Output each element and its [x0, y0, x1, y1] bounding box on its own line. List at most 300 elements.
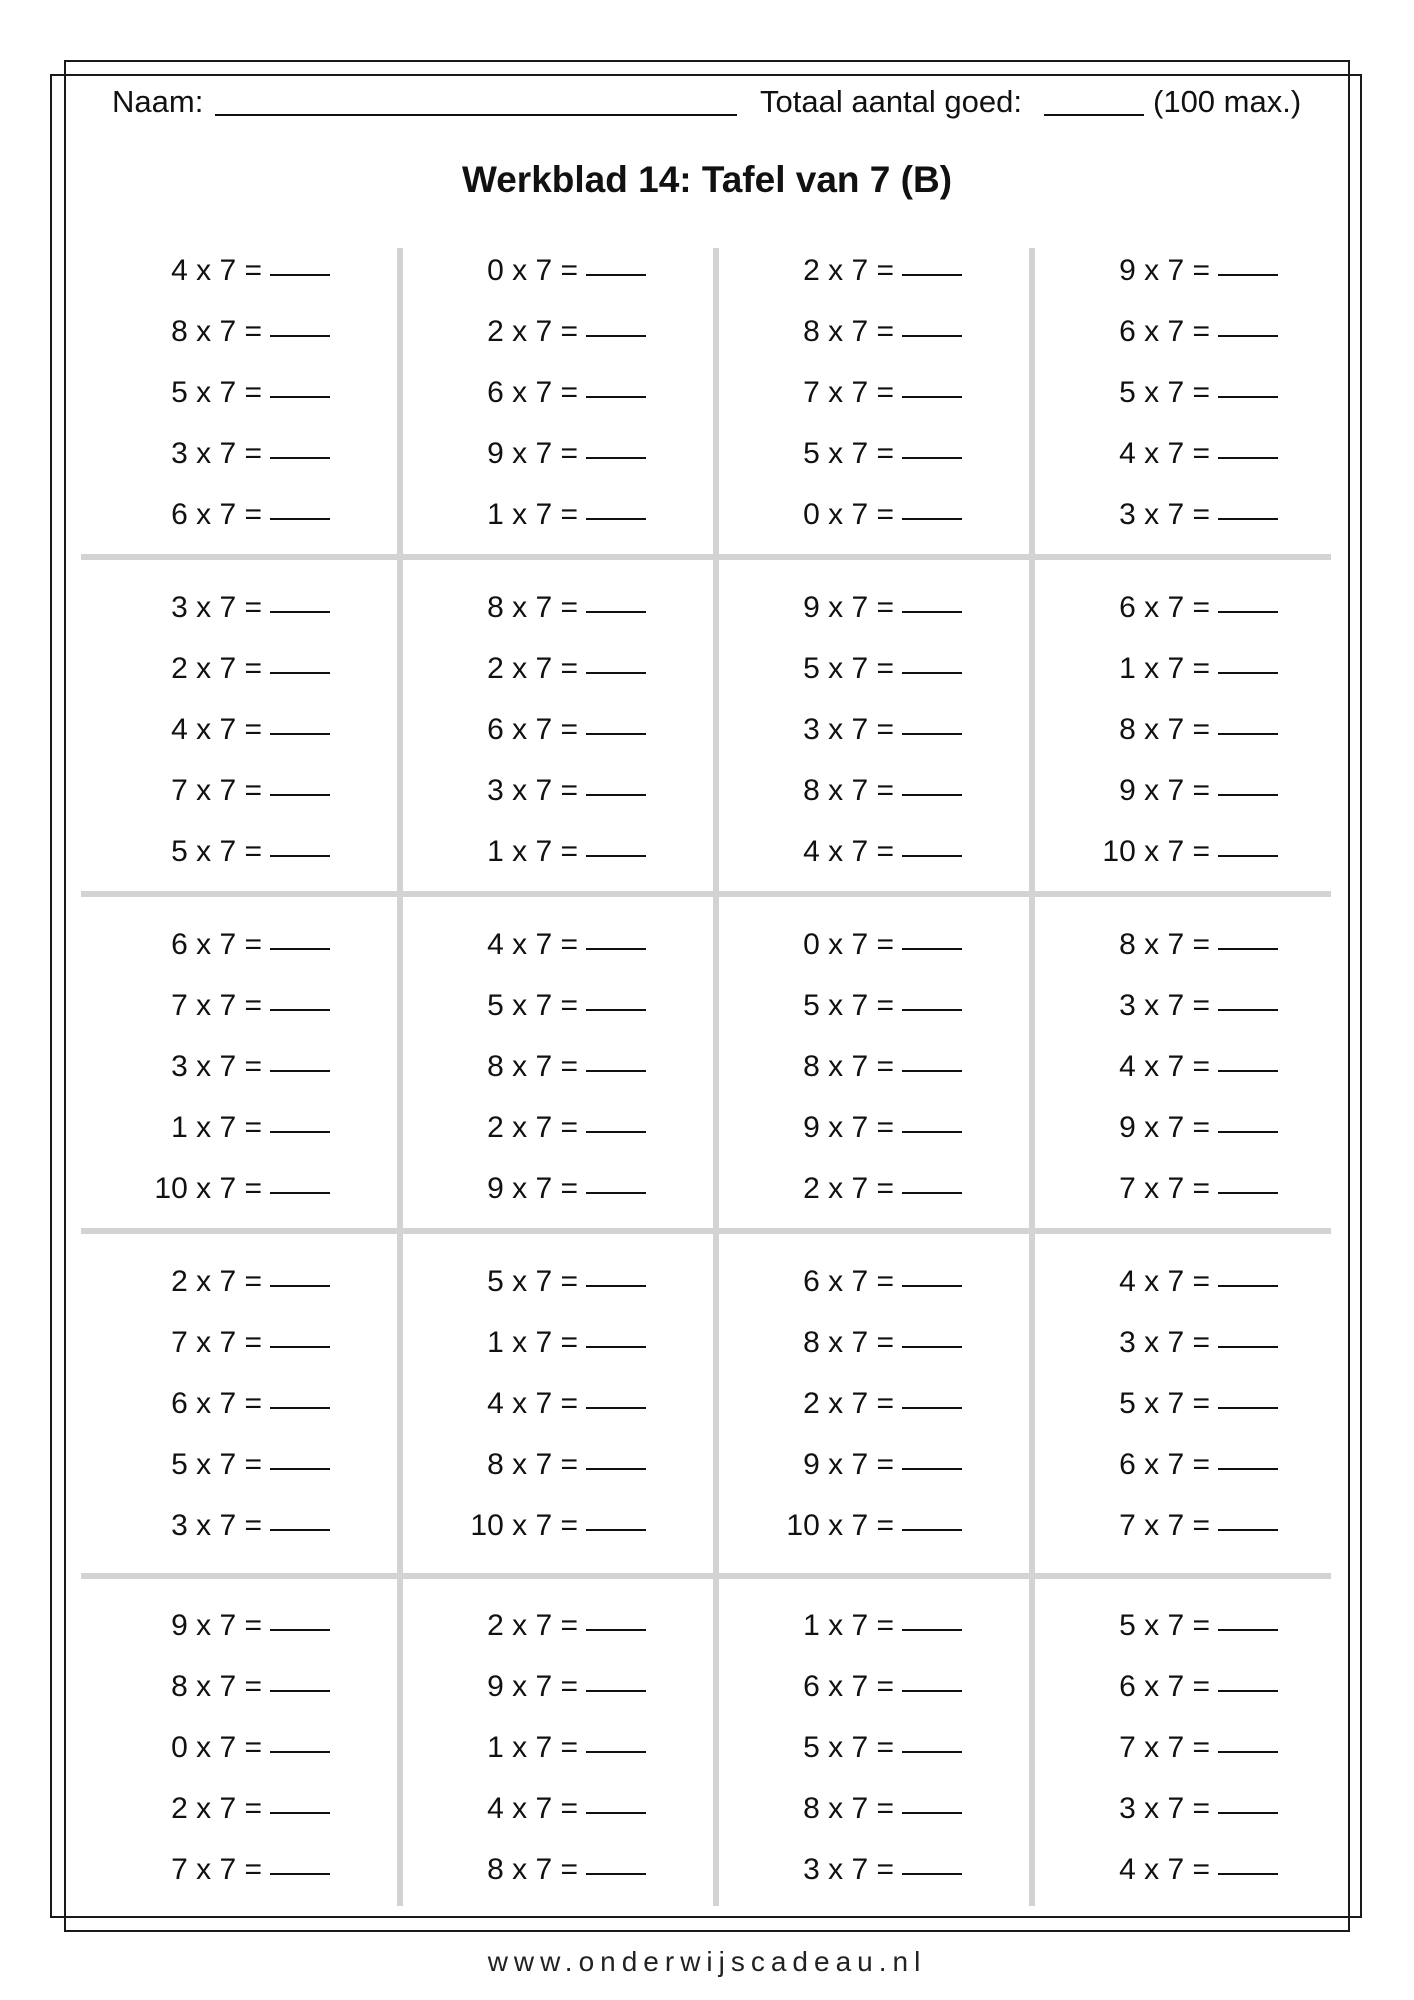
- exercise-equation: 2 x 7 =: [487, 652, 578, 685]
- answer-blank[interactable]: [270, 1499, 330, 1531]
- answer-blank[interactable]: [1218, 703, 1278, 735]
- exercise-equation: 7 x 7 =: [171, 989, 262, 1022]
- exercise-equation: 6 x 7 =: [803, 1670, 894, 1703]
- exercise-row: [717, 1312, 962, 1373]
- worksheet-title: Werkblad 14: Tafel van 7 (B): [461, 159, 953, 200]
- exercise-row: [1033, 1595, 1278, 1656]
- exercise-equation: 9 x 7 =: [803, 1448, 894, 1481]
- exercise-row: [85, 1312, 330, 1373]
- answer-blank[interactable]: [1218, 1782, 1278, 1814]
- exercise-row: [85, 1778, 330, 1839]
- exercise-equation: 4 x 7 =: [1119, 1265, 1210, 1298]
- answer-blank[interactable]: [270, 642, 330, 674]
- exercise-row: [717, 1717, 962, 1778]
- answer-blank[interactable]: [270, 305, 330, 337]
- exercise-equation: 5 x 7 =: [171, 376, 262, 409]
- exercise-equation: 7 x 7 =: [1119, 1731, 1210, 1764]
- answer-blank[interactable]: [270, 488, 330, 520]
- exercise-equation: 6 x 7 =: [487, 376, 578, 409]
- answer-blank[interactable]: [586, 703, 646, 735]
- exercise-equation: 2 x 7 =: [803, 254, 894, 287]
- answer-blank[interactable]: [586, 825, 646, 857]
- exercise-row: [85, 1251, 330, 1312]
- exercise-equation: 5 x 7 =: [1119, 376, 1210, 409]
- exercise-equation: 8 x 7 =: [803, 315, 894, 348]
- answer-blank[interactable]: [1218, 1101, 1278, 1133]
- exercise-grid: [85, 240, 1325, 1906]
- exercise-row: [1033, 301, 1278, 362]
- answer-blank[interactable]: [902, 642, 962, 674]
- exercise-block: [1033, 1595, 1349, 1928]
- answer-blank[interactable]: [586, 1162, 646, 1194]
- exercise-equation: 4 x 7 =: [803, 835, 894, 868]
- answer-blank[interactable]: [902, 1782, 962, 1814]
- exercise-row: [1033, 1312, 1278, 1373]
- exercise-equation: 5 x 7 =: [171, 835, 262, 868]
- answer-blank[interactable]: [586, 1843, 646, 1875]
- answer-blank[interactable]: [902, 1660, 962, 1692]
- exercise-row: [1033, 1656, 1278, 1717]
- exercise-equation: 6 x 7 =: [171, 928, 262, 961]
- exercise-row: [401, 821, 646, 882]
- exercise-equation: 1 x 7 =: [171, 1111, 262, 1144]
- exercise-block: [717, 577, 1033, 910]
- answer-blank[interactable]: [586, 305, 646, 337]
- exercise-row: [401, 1595, 646, 1656]
- answer-blank[interactable]: [902, 305, 962, 337]
- exercise-row: [717, 975, 962, 1036]
- answer-blank[interactable]: [270, 764, 330, 796]
- exercise-equation: 5 x 7 =: [803, 437, 894, 470]
- exercise-row: [1033, 1434, 1278, 1495]
- exercise-equation: 0 x 7 =: [487, 254, 578, 287]
- exercise-block: [717, 914, 1033, 1247]
- answer-blank[interactable]: [902, 488, 962, 520]
- exercise-row: [1033, 975, 1278, 1036]
- exercise-row: [85, 975, 330, 1036]
- exercise-row: [401, 301, 646, 362]
- exercise-equation: 3 x 7 =: [803, 1853, 894, 1886]
- exercise-block: [401, 1595, 717, 1928]
- exercise-row: [85, 1373, 330, 1434]
- exercise-equation: 5 x 7 =: [803, 1731, 894, 1764]
- exercise-row: [85, 1839, 330, 1900]
- answer-blank[interactable]: [1218, 1499, 1278, 1531]
- exercise-equation: 8 x 7 =: [487, 1853, 578, 1886]
- exercise-equation: 1 x 7 =: [487, 835, 578, 868]
- answer-blank[interactable]: [586, 918, 646, 950]
- exercise-row: [1033, 699, 1278, 760]
- answer-blank[interactable]: [270, 366, 330, 398]
- name-field[interactable]: [215, 80, 737, 116]
- answer-blank[interactable]: [270, 1255, 330, 1287]
- exercise-equation: 3 x 7 =: [171, 1509, 262, 1542]
- exercise-row: [1033, 1373, 1278, 1434]
- exercise-row: [1033, 362, 1278, 423]
- answer-blank[interactable]: [1218, 642, 1278, 674]
- exercise-row: [401, 699, 646, 760]
- answer-blank[interactable]: [1218, 1721, 1278, 1753]
- exercise-equation: 3 x 7 =: [171, 591, 262, 624]
- answer-blank[interactable]: [270, 1377, 330, 1409]
- exercise-equation: 6 x 7 =: [487, 713, 578, 746]
- exercise-row: [401, 1036, 646, 1097]
- answer-blank[interactable]: [586, 1101, 646, 1133]
- answer-blank[interactable]: [586, 581, 646, 613]
- exercise-equation: 2 x 7 =: [487, 1609, 578, 1642]
- exercise-row: [85, 301, 330, 362]
- exercise-equation: 6 x 7 =: [1119, 1448, 1210, 1481]
- exercise-block: [85, 240, 401, 573]
- exercise-block: [717, 240, 1033, 573]
- exercise-equation: 3 x 7 =: [171, 437, 262, 470]
- answer-blank[interactable]: [1218, 305, 1278, 337]
- exercise-row: [1033, 914, 1278, 975]
- exercise-equation: 8 x 7 =: [803, 1792, 894, 1825]
- exercise-row: [85, 1434, 330, 1495]
- exercise-equation: 8 x 7 =: [487, 1448, 578, 1481]
- answer-blank[interactable]: [1218, 1660, 1278, 1692]
- exercise-row: [717, 240, 962, 301]
- exercise-equation: 5 x 7 =: [803, 989, 894, 1022]
- answer-blank[interactable]: [270, 1660, 330, 1692]
- answer-blank[interactable]: [1218, 918, 1278, 950]
- exercise-row: [717, 301, 962, 362]
- exercise-block: [401, 240, 717, 573]
- footer-website: www.onderwijscadeau.nl: [487, 1946, 927, 1977]
- exercise-row: [1033, 1097, 1278, 1158]
- exercise-equation: 3 x 7 =: [1119, 989, 1210, 1022]
- exercise-row: [1033, 1778, 1278, 1839]
- answer-blank[interactable]: [902, 1721, 962, 1753]
- answer-blank[interactable]: [586, 1782, 646, 1814]
- exercise-row: [401, 1839, 646, 1900]
- exercise-block: [1033, 577, 1349, 910]
- exercise-equation: 3 x 7 =: [1119, 498, 1210, 531]
- answer-blank[interactable]: [270, 979, 330, 1011]
- exercise-equation: 1 x 7 =: [487, 1731, 578, 1764]
- exercise-equation: 6 x 7 =: [171, 1387, 262, 1420]
- answer-blank[interactable]: [586, 642, 646, 674]
- exercise-row: [401, 638, 646, 699]
- exercise-equation: 9 x 7 =: [803, 1111, 894, 1144]
- exercise-equation: 3 x 7 =: [1119, 1792, 1210, 1825]
- answer-blank[interactable]: [902, 1255, 962, 1287]
- score-max-label: (100 max.): [1153, 84, 1302, 119]
- answer-blank[interactable]: [902, 1438, 962, 1470]
- exercise-equation: 7 x 7 =: [171, 1326, 262, 1359]
- exercise-row: [85, 699, 330, 760]
- exercise-row: [401, 484, 646, 545]
- exercise-equation: 8 x 7 =: [1119, 928, 1210, 961]
- exercise-row: [1033, 638, 1278, 699]
- exercise-row: [85, 1595, 330, 1656]
- answer-blank[interactable]: [1218, 1316, 1278, 1348]
- answer-blank[interactable]: [586, 244, 646, 276]
- answer-blank[interactable]: [270, 1040, 330, 1072]
- exercise-equation: 8 x 7 =: [803, 774, 894, 807]
- answer-blank[interactable]: [902, 1843, 962, 1875]
- exercise-row: [85, 1158, 330, 1219]
- exercise-equation: 6 x 7 =: [171, 498, 262, 531]
- exercise-row: [1033, 1839, 1278, 1900]
- exercise-equation: 9 x 7 =: [171, 1609, 262, 1642]
- answer-blank[interactable]: [270, 1843, 330, 1875]
- answer-blank[interactable]: [586, 1040, 646, 1072]
- answer-blank[interactable]: [1218, 1599, 1278, 1631]
- exercise-row: [717, 362, 962, 423]
- answer-blank[interactable]: [586, 764, 646, 796]
- exercise-row: [717, 638, 962, 699]
- exercise-row: [717, 484, 962, 545]
- score-field[interactable]: [1044, 80, 1144, 116]
- exercise-equation: 6 x 7 =: [1119, 1670, 1210, 1703]
- exercise-row: [717, 1251, 962, 1312]
- exercise-row: [401, 1434, 646, 1495]
- exercise-row: [717, 1036, 962, 1097]
- exercise-equation: 9 x 7 =: [1119, 254, 1210, 287]
- answer-blank[interactable]: [586, 1438, 646, 1470]
- exercise-row: [85, 1036, 330, 1097]
- answer-blank[interactable]: [586, 1316, 646, 1348]
- exercise-equation: 0 x 7 =: [803, 498, 894, 531]
- exercise-equation: 2 x 7 =: [487, 1111, 578, 1144]
- answer-blank[interactable]: [902, 1499, 962, 1531]
- answer-blank[interactable]: [270, 703, 330, 735]
- answer-blank[interactable]: [902, 1316, 962, 1348]
- answer-blank[interactable]: [586, 1377, 646, 1409]
- exercise-row: [717, 760, 962, 821]
- answer-blank[interactable]: [1218, 1255, 1278, 1287]
- answer-blank[interactable]: [902, 825, 962, 857]
- exercise-equation: 7 x 7 =: [1119, 1172, 1210, 1205]
- exercise-equation: 0 x 7 =: [803, 928, 894, 961]
- exercise-equation: 8 x 7 =: [171, 1670, 262, 1703]
- exercise-equation: 10 x 7 =: [1102, 835, 1210, 868]
- exercise-row: [401, 1097, 646, 1158]
- exercise-row: [401, 240, 646, 301]
- exercise-row: [85, 1097, 330, 1158]
- exercise-equation: 6 x 7 =: [1119, 315, 1210, 348]
- exercise-equation: 3 x 7 =: [803, 713, 894, 746]
- answer-blank[interactable]: [270, 1721, 330, 1753]
- answer-blank[interactable]: [1218, 1438, 1278, 1470]
- answer-blank[interactable]: [586, 427, 646, 459]
- exercise-equation: 8 x 7 =: [803, 1326, 894, 1359]
- exercise-equation: 8 x 7 =: [171, 315, 262, 348]
- answer-blank[interactable]: [902, 366, 962, 398]
- exercise-row: [85, 638, 330, 699]
- exercise-equation: 10 x 7 =: [786, 1509, 894, 1542]
- exercise-row: [1033, 484, 1278, 545]
- exercise-row: [1033, 1158, 1278, 1219]
- answer-blank[interactable]: [270, 1162, 330, 1194]
- exercise-row: [717, 1373, 962, 1434]
- exercise-equation: 9 x 7 =: [487, 1670, 578, 1703]
- answer-blank[interactable]: [586, 366, 646, 398]
- answer-blank[interactable]: [902, 1101, 962, 1133]
- exercise-equation: 8 x 7 =: [487, 1050, 578, 1083]
- answer-blank[interactable]: [586, 1499, 646, 1531]
- exercise-equation: 7 x 7 =: [171, 774, 262, 807]
- exercise-block: [401, 577, 717, 910]
- exercise-row: [85, 484, 330, 545]
- exercise-block: [85, 577, 401, 910]
- answer-blank[interactable]: [586, 979, 646, 1011]
- exercise-equation: 6 x 7 =: [1119, 591, 1210, 624]
- name-label: Naam:: [112, 84, 204, 119]
- answer-blank[interactable]: [1218, 825, 1278, 857]
- exercise-equation: 4 x 7 =: [487, 1792, 578, 1825]
- answer-blank[interactable]: [902, 979, 962, 1011]
- answer-blank[interactable]: [270, 1782, 330, 1814]
- exercise-block: [1033, 914, 1349, 1247]
- answer-blank[interactable]: [270, 1599, 330, 1631]
- exercise-equation: 9 x 7 =: [487, 437, 578, 470]
- exercise-row: [401, 914, 646, 975]
- exercise-equation: 9 x 7 =: [487, 1172, 578, 1205]
- exercise-row: [85, 821, 330, 882]
- exercise-row: [401, 975, 646, 1036]
- exercise-equation: 4 x 7 =: [171, 254, 262, 287]
- exercise-row: [85, 760, 330, 821]
- exercise-row: [401, 1656, 646, 1717]
- exercise-row: [1033, 1717, 1278, 1778]
- answer-blank[interactable]: [902, 703, 962, 735]
- exercise-equation: 8 x 7 =: [487, 591, 578, 624]
- answer-blank[interactable]: [1218, 244, 1278, 276]
- exercise-row: [717, 914, 962, 975]
- answer-blank[interactable]: [902, 764, 962, 796]
- exercise-block: [85, 914, 401, 1247]
- exercise-equation: 2 x 7 =: [171, 1792, 262, 1825]
- answer-blank[interactable]: [1218, 366, 1278, 398]
- answer-blank[interactable]: [902, 1040, 962, 1072]
- exercise-equation: 5 x 7 =: [171, 1448, 262, 1481]
- answer-blank[interactable]: [1218, 1377, 1278, 1409]
- exercise-equation: 1 x 7 =: [487, 1326, 578, 1359]
- exercise-row: [85, 914, 330, 975]
- exercise-equation: 5 x 7 =: [487, 1265, 578, 1298]
- exercise-row: [1033, 423, 1278, 484]
- answer-blank[interactable]: [270, 244, 330, 276]
- exercise-row: [85, 240, 330, 301]
- answer-blank[interactable]: [902, 918, 962, 950]
- answer-blank[interactable]: [1218, 764, 1278, 796]
- answer-blank[interactable]: [270, 427, 330, 459]
- exercise-row: [717, 423, 962, 484]
- answer-blank[interactable]: [902, 244, 962, 276]
- answer-blank[interactable]: [586, 1255, 646, 1287]
- exercise-row: [401, 362, 646, 423]
- exercise-equation: 7 x 7 =: [171, 1853, 262, 1886]
- answer-blank[interactable]: [586, 1660, 646, 1692]
- exercise-row: [717, 1778, 962, 1839]
- exercise-row: [1033, 577, 1278, 638]
- exercise-block: [717, 1595, 1033, 1928]
- answer-blank[interactable]: [586, 1721, 646, 1753]
- exercise-equation: 10 x 7 =: [470, 1509, 578, 1542]
- exercise-equation: 1 x 7 =: [487, 498, 578, 531]
- exercise-equation: 2 x 7 =: [171, 1265, 262, 1298]
- exercise-equation: 7 x 7 =: [803, 376, 894, 409]
- exercise-equation: 2 x 7 =: [487, 315, 578, 348]
- answer-blank[interactable]: [902, 1599, 962, 1631]
- exercise-equation: 5 x 7 =: [1119, 1387, 1210, 1420]
- exercise-equation: 4 x 7 =: [1119, 1853, 1210, 1886]
- exercise-equation: 4 x 7 =: [1119, 1050, 1210, 1083]
- exercise-equation: 4 x 7 =: [487, 928, 578, 961]
- answer-blank[interactable]: [1218, 427, 1278, 459]
- answer-blank[interactable]: [1218, 488, 1278, 520]
- exercise-equation: 6 x 7 =: [803, 1265, 894, 1298]
- answer-blank[interactable]: [270, 1316, 330, 1348]
- exercise-equation: 4 x 7 =: [1119, 437, 1210, 470]
- exercise-block: [717, 1251, 1033, 1584]
- answer-blank[interactable]: [270, 1438, 330, 1470]
- exercise-row: [1033, 760, 1278, 821]
- exercise-equation: 9 x 7 =: [803, 591, 894, 624]
- answer-blank[interactable]: [270, 918, 330, 950]
- exercise-row: [401, 1717, 646, 1778]
- exercise-row: [401, 423, 646, 484]
- answer-blank[interactable]: [1218, 1162, 1278, 1194]
- exercise-row: [401, 1495, 646, 1556]
- exercise-equation: 10 x 7 =: [154, 1172, 262, 1205]
- answer-blank[interactable]: [1218, 1040, 1278, 1072]
- exercise-block: [1033, 240, 1349, 573]
- exercise-equation: 5 x 7 =: [1119, 1609, 1210, 1642]
- exercise-block: [85, 1595, 401, 1928]
- exercise-equation: 5 x 7 =: [487, 989, 578, 1022]
- exercise-equation: 7 x 7 =: [1119, 1509, 1210, 1542]
- exercise-equation: 2 x 7 =: [803, 1387, 894, 1420]
- answer-blank[interactable]: [1218, 979, 1278, 1011]
- exercise-row: [717, 1434, 962, 1495]
- exercise-equation: 3 x 7 =: [487, 774, 578, 807]
- answer-blank[interactable]: [586, 1599, 646, 1631]
- exercise-row: [717, 1595, 962, 1656]
- answer-blank[interactable]: [902, 581, 962, 613]
- exercise-equation: 5 x 7 =: [803, 652, 894, 685]
- answer-blank[interactable]: [586, 488, 646, 520]
- answer-blank[interactable]: [270, 581, 330, 613]
- exercise-block: [401, 1251, 717, 1584]
- exercise-equation: 4 x 7 =: [487, 1387, 578, 1420]
- exercise-row: [1033, 1036, 1278, 1097]
- exercise-equation: 2 x 7 =: [171, 652, 262, 685]
- answer-blank[interactable]: [902, 1377, 962, 1409]
- exercise-row: [85, 1495, 330, 1556]
- exercise-row: [85, 1717, 330, 1778]
- answer-blank[interactable]: [270, 825, 330, 857]
- exercise-equation: 1 x 7 =: [1119, 652, 1210, 685]
- exercise-row: [85, 1656, 330, 1717]
- answer-blank[interactable]: [1218, 1843, 1278, 1875]
- exercise-row: [401, 1312, 646, 1373]
- answer-blank[interactable]: [902, 1162, 962, 1194]
- exercise-row: [717, 1656, 962, 1717]
- answer-blank[interactable]: [270, 1101, 330, 1133]
- answer-blank[interactable]: [902, 427, 962, 459]
- exercise-row: [1033, 240, 1278, 301]
- exercise-block: [1033, 1251, 1349, 1584]
- answer-blank[interactable]: [1218, 581, 1278, 613]
- exercise-row: [1033, 821, 1278, 882]
- score-label: Totaal aantal goed:: [760, 84, 1022, 119]
- exercise-equation: 0 x 7 =: [171, 1731, 262, 1764]
- exercise-row: [401, 760, 646, 821]
